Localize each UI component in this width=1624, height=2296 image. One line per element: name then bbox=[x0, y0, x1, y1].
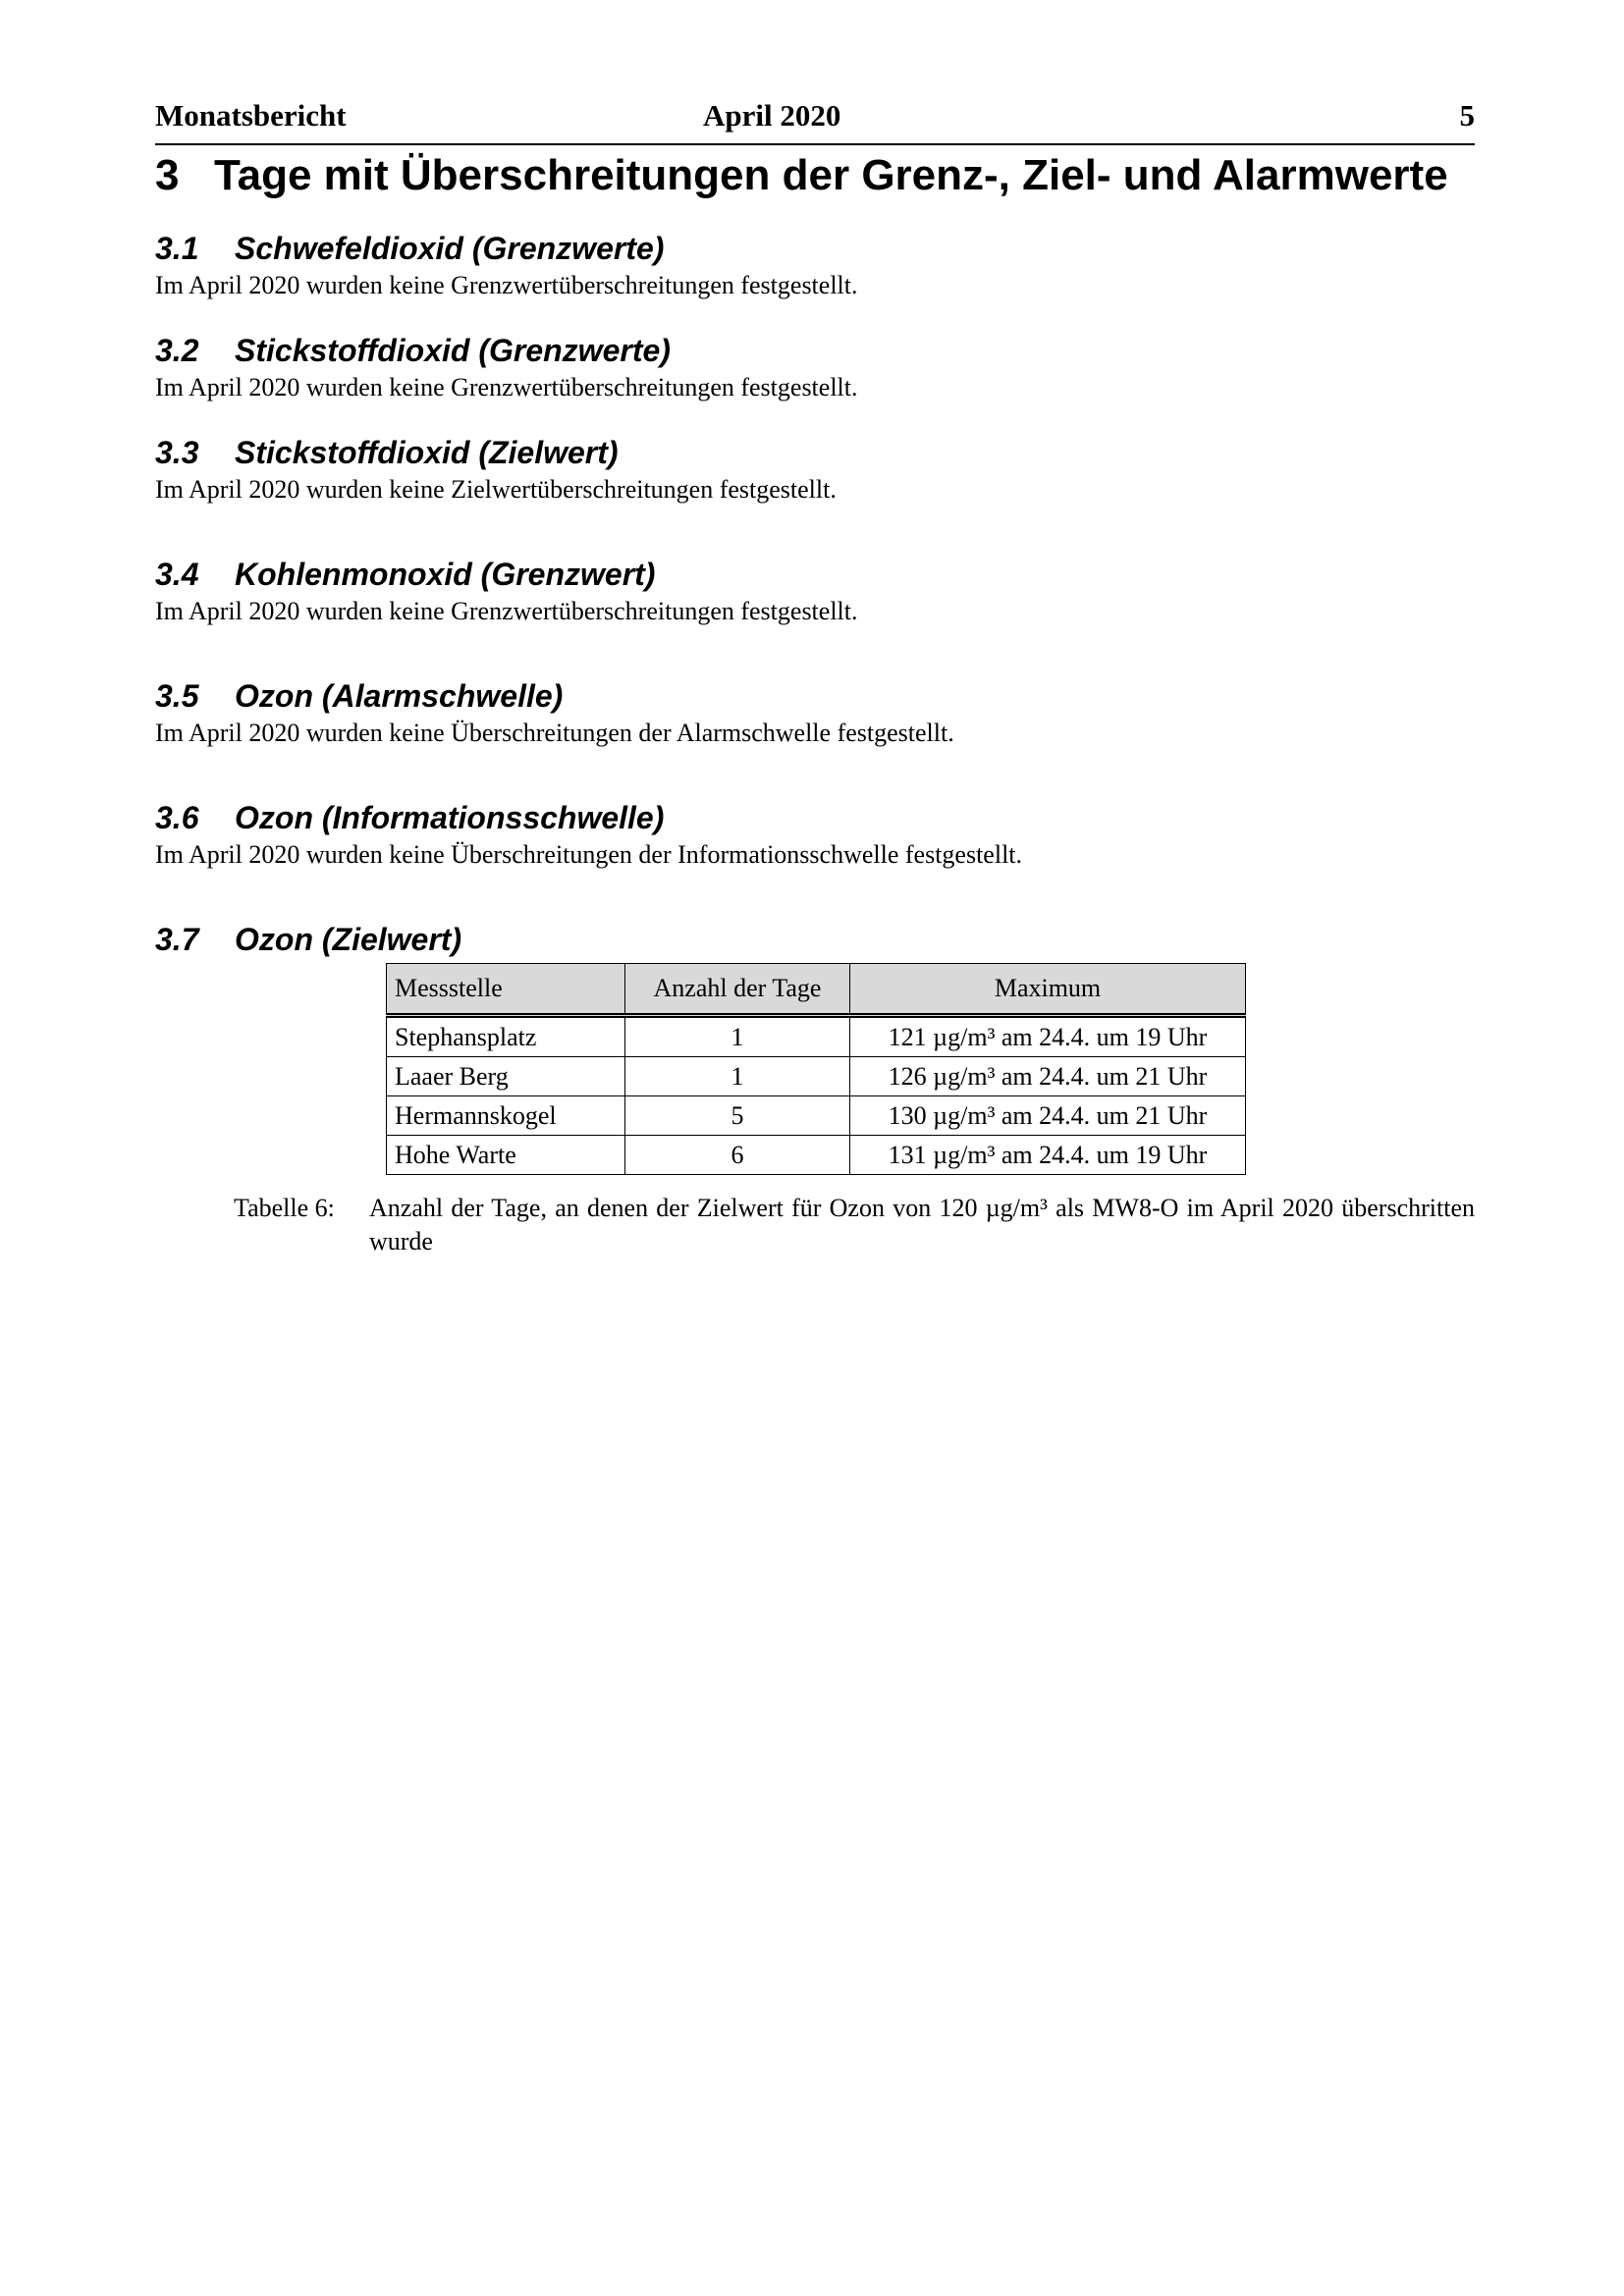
section-text: Im April 2020 wurden keine Überschreitungen der Alarmschwelle festgestellt. bbox=[155, 719, 954, 747]
table-row bbox=[387, 1096, 1246, 1136]
section-heading bbox=[155, 229, 1475, 268]
section-heading bbox=[155, 555, 1475, 594]
section-3-6 bbox=[155, 798, 1475, 872]
section-number: 3.5 bbox=[155, 678, 199, 714]
section-number: 3.3 bbox=[155, 435, 199, 470]
section-3-7 bbox=[155, 920, 1475, 1258]
table-row bbox=[387, 1136, 1246, 1175]
table-row bbox=[387, 1057, 1246, 1096]
section-heading bbox=[155, 433, 1475, 472]
chapter-heading bbox=[155, 151, 1475, 200]
column-header-days: Anzahl der Tage bbox=[625, 964, 850, 1016]
section-3-2 bbox=[155, 331, 1475, 404]
section-heading bbox=[155, 331, 1475, 370]
section-text: Im April 2020 wurden keine Grenzwertüberschreitungen festgestellt. bbox=[155, 597, 858, 625]
section-heading bbox=[155, 798, 1475, 837]
page-header bbox=[155, 94, 1475, 145]
section-number: 3.7 bbox=[155, 922, 199, 957]
cell-days: 1 bbox=[625, 1057, 850, 1096]
section-number: 3.1 bbox=[155, 231, 199, 266]
cell-maximum: 131 µg/m³ am 24.4. um 19 Uhr bbox=[850, 1136, 1246, 1175]
cell-station: Laaer Berg bbox=[387, 1057, 625, 1096]
caption-text: Anzahl der Tage, an denen der Zielwert für Ozon von 120 µg/m³ als MW8-O im April 2020 überschritten wurde bbox=[369, 1194, 1475, 1255]
table-row bbox=[387, 1016, 1246, 1057]
caption-label: Tabelle 6: bbox=[234, 1194, 335, 1222]
header-report-title: Monatsbericht bbox=[155, 98, 347, 133]
section-3-3 bbox=[155, 433, 1475, 507]
section-heading bbox=[155, 676, 1475, 716]
column-header-maximum: Maximum bbox=[850, 964, 1246, 1016]
section-title: Ozon (Alarmschwelle) bbox=[235, 678, 564, 714]
section-title: Ozon (Informationsschwelle) bbox=[235, 800, 665, 835]
cell-station: Hohe Warte bbox=[387, 1136, 625, 1175]
section-3-1 bbox=[155, 229, 1475, 302]
chapter-number: 3 bbox=[155, 151, 180, 199]
cell-maximum: 121 µg/m³ am 24.4. um 19 Uhr bbox=[850, 1016, 1246, 1057]
section-3-4 bbox=[155, 555, 1475, 628]
cell-maximum: 126 µg/m³ am 24.4. um 21 Uhr bbox=[850, 1057, 1246, 1096]
section-title: Kohlenmonoxid (Grenzwert) bbox=[235, 557, 656, 592]
section-number: 3.4 bbox=[155, 557, 199, 592]
section-title: Schwefeldioxid (Grenzwerte) bbox=[235, 231, 665, 266]
cell-days: 6 bbox=[625, 1136, 850, 1175]
ozone-table-wrapper bbox=[386, 963, 1246, 1175]
section-text: Im April 2020 wurden keine Grenzwertüberschreitungen festgestellt. bbox=[155, 373, 858, 401]
section-number: 3.2 bbox=[155, 333, 199, 368]
section-3-5 bbox=[155, 676, 1475, 750]
ozone-target-table bbox=[386, 963, 1246, 1175]
header-page-number: 5 bbox=[1459, 98, 1475, 133]
column-header-station: Messstelle bbox=[387, 964, 625, 1016]
header-month: April 2020 bbox=[703, 98, 841, 133]
section-number: 3.6 bbox=[155, 800, 199, 835]
cell-station: Stephansplatz bbox=[387, 1016, 625, 1057]
cell-days: 1 bbox=[625, 1016, 850, 1057]
cell-days: 5 bbox=[625, 1096, 850, 1136]
document-page bbox=[155, 94, 1475, 1258]
section-title: Ozon (Zielwert) bbox=[235, 922, 462, 957]
cell-station: Hermannskogel bbox=[387, 1096, 625, 1136]
section-heading bbox=[155, 920, 1475, 959]
section-title: Stickstoffdioxid (Grenzwerte) bbox=[235, 333, 671, 368]
cell-maximum: 130 µg/m³ am 24.4. um 21 Uhr bbox=[850, 1096, 1246, 1136]
table-header-row bbox=[387, 964, 1246, 1016]
section-text: Im April 2020 wurden keine Zielwertüberschreitungen festgestellt. bbox=[155, 475, 837, 504]
chapter-title: Tage mit Überschreitungen der Grenz-, Ziel- und Alarmwerte bbox=[214, 151, 1448, 199]
section-text: Im April 2020 wurden keine Grenzwertüberschreitungen festgestellt. bbox=[155, 271, 858, 299]
table-caption bbox=[234, 1192, 1475, 1258]
section-title: Stickstoffdioxid (Zielwert) bbox=[235, 435, 619, 470]
section-text: Im April 2020 wurden keine Überschreitungen der Informationsschwelle festgestellt. bbox=[155, 840, 1023, 869]
